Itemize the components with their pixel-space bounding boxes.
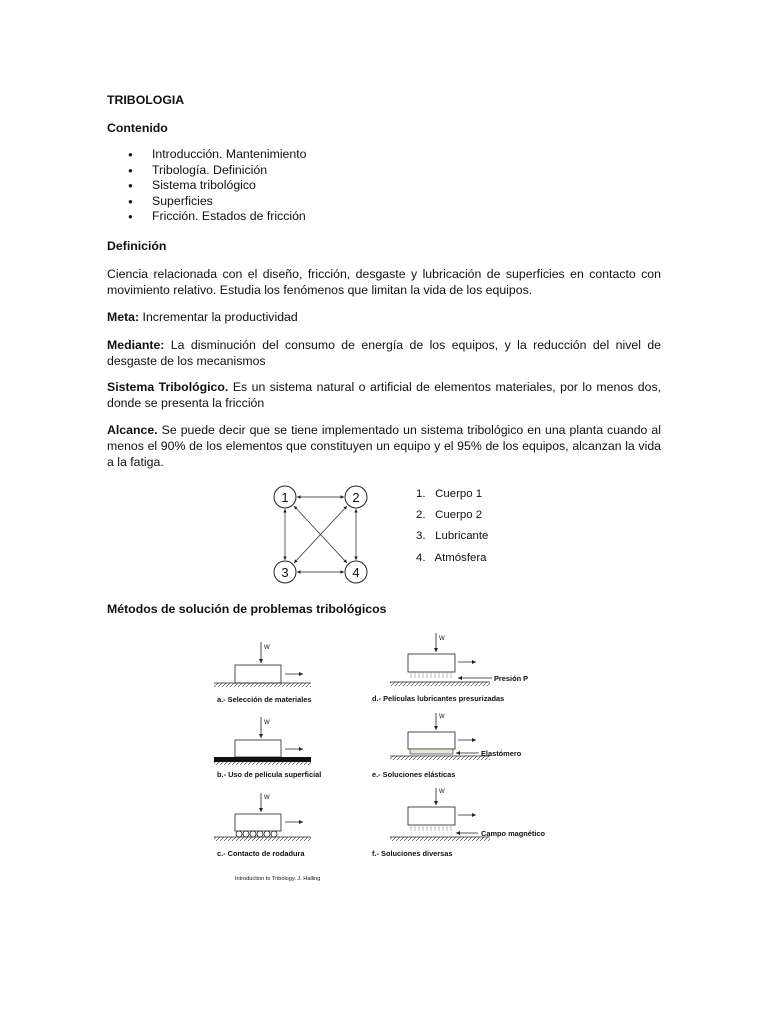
- method-f: [390, 788, 490, 841]
- node-1-label: 1: [281, 490, 289, 505]
- list-item: ● Introducción. Mantenimiento: [128, 147, 306, 163]
- alcance-label: Alcance.: [107, 423, 158, 437]
- contenido-list: [128, 147, 306, 225]
- list-item: ● Tribología. Definición: [128, 163, 306, 179]
- sistema-label: Sistema Tribológico.: [107, 380, 229, 394]
- method-a-load: W: [264, 645, 270, 651]
- legend-item: 2. Cuerpo 2: [416, 509, 483, 522]
- method-c-load: W: [264, 795, 270, 801]
- method-c-caption: c.- Contacto de rodadura: [217, 849, 305, 858]
- list-item: ● Superficies: [128, 194, 306, 210]
- method-b-load: W: [264, 720, 270, 726]
- meta-paragraph: [107, 309, 661, 325]
- method-e: [390, 713, 490, 760]
- alcance-paragraph: [107, 422, 661, 470]
- mediante-label: Mediante:: [107, 338, 165, 352]
- tribo-system-diagram: [268, 480, 376, 586]
- metodos-heading: Métodos de solución de problemas tribológicos: [107, 602, 387, 616]
- sistema-paragraph: [107, 379, 661, 411]
- mediante-text: La disminución del consumo de energía de los equipos, y la reducción del nivel de desgaste de los mecanismos: [107, 338, 661, 368]
- meta-label: Meta:: [107, 310, 140, 324]
- method-d-load: W: [439, 636, 445, 642]
- figure-credit: Introduction to Tribology. J. Halling: [235, 876, 321, 882]
- method-e-load: W: [439, 714, 445, 720]
- method-a-caption: a.- Selección de materiales: [217, 695, 312, 704]
- legend-item: 1. Cuerpo 1: [416, 488, 483, 500]
- node-3-label: 3: [281, 565, 289, 580]
- metodos-figure: [200, 625, 570, 887]
- method-b: [214, 717, 311, 765]
- diagram-legend: [416, 486, 488, 571]
- meta-text: Incrementar la productividad: [142, 310, 298, 324]
- node-2-label: 2: [352, 490, 360, 505]
- list-item: ● Sistema tribológico: [128, 178, 306, 194]
- method-e-annotation: Elastómero: [481, 749, 522, 758]
- list-item: ● Fricción. Estados de fricción: [128, 209, 306, 225]
- mediante-paragraph: [107, 337, 661, 369]
- method-d-caption: d.- Películas lubricantes presurizadas: [372, 694, 505, 703]
- method-f-caption: f.- Soluciones diversas: [372, 849, 453, 858]
- definicion-paragraph: Ciencia relacionada con el diseño, fricción, desgaste y lubricación de superficies en contacto con movimiento relativo. Estudia los fenómenos que limitan la vida de los equipos.: [107, 267, 661, 297]
- definicion-heading: Definición: [107, 239, 167, 253]
- legend-item: 3. Lubricante: [416, 530, 489, 543]
- page-title: TRIBOLOGIA: [107, 93, 185, 107]
- node-4-label: 4: [352, 565, 360, 580]
- method-c: [214, 793, 311, 841]
- method-f-load: W: [439, 789, 445, 795]
- legend-item: 4. Atmósfera: [416, 551, 487, 564]
- sistema-text: Es un sistema natural o artificial de elementos materiales, por lo menos dos, donde se presenta la fricción: [107, 380, 662, 410]
- method-b-caption: b.- Uso de película superficial: [217, 770, 322, 779]
- contenido-heading: Contenido: [107, 121, 168, 135]
- method-d-annotation: Presión P: [494, 674, 529, 683]
- alcance-text: Se puede decir que se tiene implementado un sistema tribológico en una planta cuando al menos el 90% de los elementos que constituyen un equipo y el 95% de los equipos, alcanzan la vida a la fatiga.: [107, 423, 661, 469]
- method-a: [214, 642, 311, 687]
- method-e-caption: e.- Soluciones elásticas: [372, 770, 456, 779]
- method-f-annotation: Campo magnético: [481, 829, 546, 838]
